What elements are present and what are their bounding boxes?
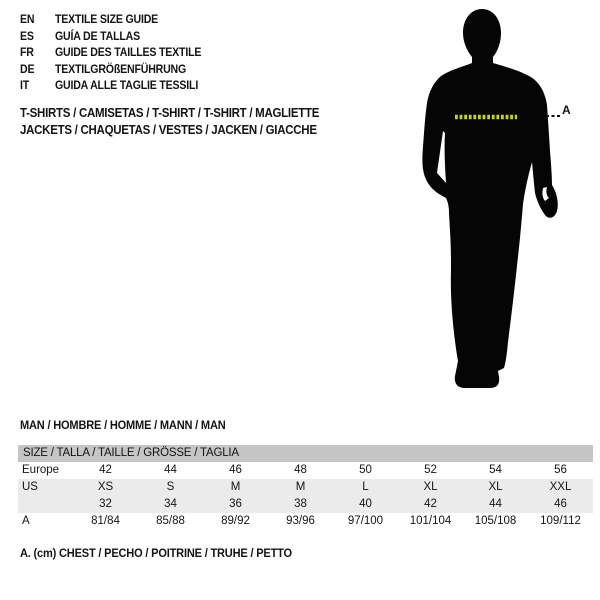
language-list [20,12,201,95]
row-label: Europe [22,464,60,476]
size-cell: 93/96 [286,515,315,527]
language-row-es [20,29,201,46]
size-cell: 40 [359,498,372,510]
row-label: US [22,481,38,493]
size-cell: 34 [164,498,177,510]
size-cell: 44 [489,498,502,510]
size-table-row-numeric [18,496,593,513]
size-cell: 97/100 [347,515,384,527]
garment-types [20,105,319,139]
language-label: GUIDE DES TAILLES TEXTILE [54,47,202,59]
language-row-fr [20,45,201,62]
language-row-de [20,62,201,79]
measurement-label-a: A [562,103,571,117]
size-cell: 109/112 [540,515,581,527]
silhouette-path [422,9,557,388]
language-code: ES [20,30,34,43]
language-code: EN [20,14,35,26]
size-cell: XXL [549,481,572,493]
man-silhouette-svg [410,5,580,395]
size-cell: 89/92 [221,515,250,527]
size-cell: L [362,481,369,493]
size-cell: 42 [99,464,112,476]
language-row-it [20,78,201,95]
size-table-row-europe [18,462,593,479]
section-title-man: MAN / HOMBRE / HOMME / MANN / MAN [20,418,226,432]
size-cell: XS [97,481,114,493]
language-code: FR [20,47,34,59]
size-cell: 38 [294,498,307,510]
man-silhouette-figure [410,5,600,395]
size-cell: 81/84 [91,515,120,527]
size-table-row-us [18,479,593,496]
garment-line-tshirts: T-SHIRTS / CAMISETAS / T-SHIRT / T-SHIRT / MAGLIETTE [20,106,320,120]
garment-line-jackets: JACKETS / CHAQUETAS / VESTES / JACKEN / GIACCHE [20,123,317,137]
size-cell: 36 [229,498,242,510]
size-cell: M [295,481,306,493]
size-cell: 56 [554,464,567,476]
size-table-header: SIZE / TALLA / TAILLE / GRÖSSE / TAGLIA [18,445,593,462]
measurement-footnote: A. (cm) CHEST / PECHO / POITRINE / TRUHE / PETTO [20,546,292,560]
size-cell: XL [423,481,438,493]
size-cell: 48 [294,464,307,476]
size-table [18,445,593,530]
size-cell: 44 [164,464,177,476]
language-label: TEXTILE SIZE GUIDE [54,14,159,26]
size-cell: XL [488,481,503,493]
language-label: GUÍA DE TALLAS [54,30,140,43]
size-cell: 46 [229,464,242,476]
size-table-row-chest-cm [18,513,593,530]
size-cell: 46 [554,498,567,510]
size-cell: 42 [424,498,437,510]
size-cell: S [166,481,175,493]
language-code: IT [20,80,30,92]
size-cell: 52 [424,464,437,476]
size-cell: 50 [359,464,372,476]
language-code: DE [20,63,35,76]
size-cell: 105/108 [474,515,517,527]
size-cell: 54 [489,464,502,476]
language-label: TEXTILGRÖßENFÜHRUNG [54,63,187,76]
size-cell: 32 [99,498,112,510]
size-cell: M [230,481,241,493]
row-label: A [22,515,30,527]
language-label: GUIDA ALLE TAGLIE TESSILI [54,80,199,92]
size-cell: 101/104 [409,515,452,527]
row-label [18,496,73,513]
language-row-en [20,12,201,29]
size-cell: 85/88 [156,515,185,527]
